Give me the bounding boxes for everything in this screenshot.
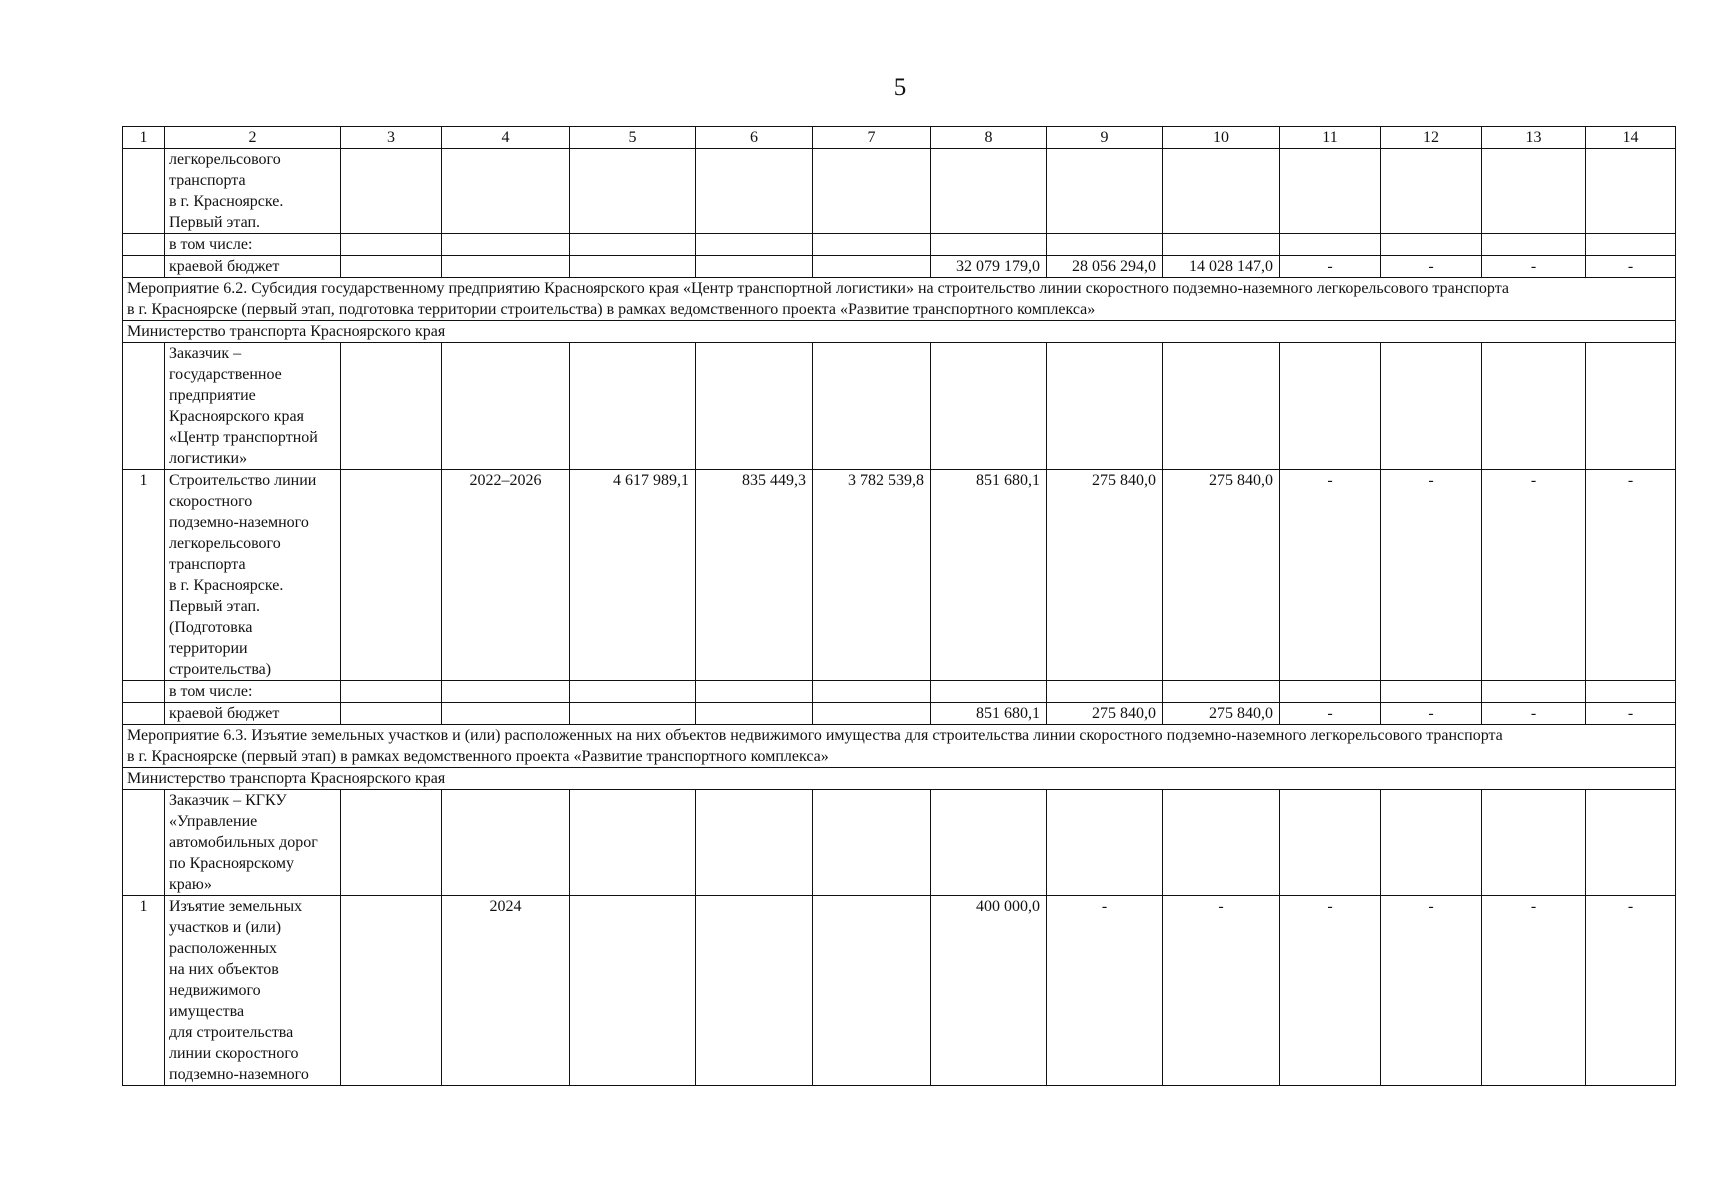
table-row — [123, 768, 1676, 790]
value-cell: - — [1482, 256, 1586, 278]
item-name: легкорельсового транспорта в г. Красноярске. Первый этап. — [165, 149, 341, 234]
value-cell: 275 840,0 — [1163, 703, 1280, 725]
item-name: Строительство линии скоростного подземно-наземного легкорельсового транспорта в г. Красноярске. Первый этап. (Подготовка территории строительства) — [165, 470, 341, 681]
col-header: 10 — [1163, 127, 1280, 149]
in-total-label: в том числе: — [165, 681, 341, 703]
table-row — [123, 278, 1676, 321]
value-cell: 851 680,1 — [931, 703, 1047, 725]
value-cell: - — [1381, 896, 1482, 1086]
customer-label: Заказчик – государственное предприятие Красноярского края «Центр транспортной логистики» — [165, 343, 341, 470]
col-header: 6 — [696, 127, 813, 149]
col-header: 4 — [442, 127, 570, 149]
value-cell — [570, 896, 696, 1086]
col-header: 13 — [1482, 127, 1586, 149]
col-header: 9 — [1047, 127, 1163, 149]
value-cell: 275 840,0 — [1163, 470, 1280, 681]
row-number: 1 — [123, 470, 165, 681]
value-cell: - — [1482, 896, 1586, 1086]
value-cell: 400 000,0 — [931, 896, 1047, 1086]
value-cell: - — [1047, 896, 1163, 1086]
value-cell — [341, 470, 442, 681]
page-number: 5 — [893, 74, 907, 101]
value-cell: - — [1280, 896, 1381, 1086]
table-row — [123, 343, 1676, 470]
value-cell: - — [1381, 703, 1482, 725]
value-cell — [696, 896, 813, 1086]
value-cell: - — [1586, 256, 1676, 278]
value-cell: - — [1482, 703, 1586, 725]
value-cell: 4 617 989,1 — [570, 470, 696, 681]
table-row — [123, 681, 1676, 703]
value-cell: - — [1280, 470, 1381, 681]
measure-title: Мероприятие 6.3. Изъятие земельных участков и (или) расположенных на них объектов недвижимого имущества для строительства линии скоростного подземно-наземного легкорельсового транспорта в г. Красноярске (первый этап) в рамках ведомственного проекта «Развитие транспортного комплекса» — [123, 725, 1676, 768]
table-row — [123, 234, 1676, 256]
value-cell: 28 056 294,0 — [1047, 256, 1163, 278]
col-header: 3 — [341, 127, 442, 149]
value-cell: 3 782 539,8 — [813, 470, 931, 681]
value-cell: 851 680,1 — [931, 470, 1047, 681]
table-row — [123, 790, 1676, 896]
value-cell: 275 840,0 — [1047, 470, 1163, 681]
value-cell: - — [1280, 256, 1381, 278]
value-cell: - — [1586, 703, 1676, 725]
table-row — [123, 321, 1676, 343]
in-total-label: в том числе: — [165, 234, 341, 256]
period-cell: 2022–2026 — [442, 470, 570, 681]
value-cell: - — [1586, 470, 1676, 681]
regional-budget-label: краевой бюджет — [165, 256, 341, 278]
budget-table — [122, 126, 1676, 1086]
table-row — [123, 703, 1676, 725]
regional-budget-label: краевой бюджет — [165, 703, 341, 725]
value-cell: 275 840,0 — [1047, 703, 1163, 725]
col-header: 2 — [165, 127, 341, 149]
col-header: 8 — [931, 127, 1047, 149]
col-header: 11 — [1280, 127, 1381, 149]
value-cell: 835 449,3 — [696, 470, 813, 681]
value-cell — [813, 896, 931, 1086]
period-cell: 2024 — [442, 896, 570, 1086]
ministry-label: Министерство транспорта Красноярского края — [123, 321, 1676, 343]
column-number-row — [123, 127, 1676, 149]
col-header: 5 — [570, 127, 696, 149]
measure-title: Мероприятие 6.2. Субсидия государственному предприятию Красноярского края «Центр транспортной логистики» на строительство линии скоростного подземно-наземного легкорельсового транспорта в г. Красноярске (первый этап, подготовка территории строительства) в рамках ведомственного проекта «Развитие транспортного комплекса» — [123, 278, 1676, 321]
value-cell: - — [1163, 896, 1280, 1086]
value-cell: - — [1280, 703, 1381, 725]
customer-label: Заказчик – КГКУ «Управление автомобильных дорог по Красноярскому краю» — [165, 790, 341, 896]
value-cell: - — [1381, 470, 1482, 681]
value-cell: 32 079 179,0 — [931, 256, 1047, 278]
table-row — [123, 149, 1676, 234]
row-number: 1 — [123, 896, 165, 1086]
item-name: Изъятие земельных участков и (или) расположенных на них объектов недвижимого имущества для строительства линии скоростного подземно-наземного — [165, 896, 341, 1086]
col-header: 12 — [1381, 127, 1482, 149]
table-row — [123, 896, 1676, 1086]
ministry-label: Министерство транспорта Красноярского края — [123, 768, 1676, 790]
value-cell: 14 028 147,0 — [1163, 256, 1280, 278]
col-header: 1 — [123, 127, 165, 149]
value-cell: - — [1586, 896, 1676, 1086]
col-header: 14 — [1586, 127, 1676, 149]
value-cell: - — [1381, 256, 1482, 278]
table-row — [123, 470, 1676, 681]
table-row — [123, 256, 1676, 278]
table-row — [123, 725, 1676, 768]
col-header: 7 — [813, 127, 931, 149]
value-cell: - — [1482, 470, 1586, 681]
